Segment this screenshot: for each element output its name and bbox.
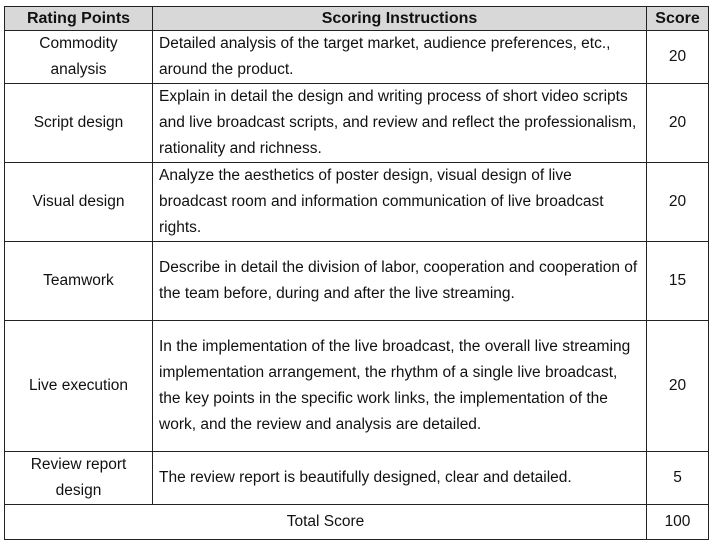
total-score-value: 100 xyxy=(647,505,709,540)
table-row xyxy=(5,84,709,163)
table-row xyxy=(5,242,709,321)
score-cell: 20 xyxy=(647,31,709,84)
table-row xyxy=(5,452,709,505)
scoring-instruction-cell: Detailed analysis of the target market, audience preferences, etc., around the product. xyxy=(153,31,647,84)
score-cell: 15 xyxy=(647,242,709,321)
header-rating-points: Rating Points xyxy=(5,7,153,31)
rating-point-cell: Teamwork xyxy=(5,242,153,321)
total-row xyxy=(5,505,709,540)
table-row xyxy=(5,31,709,84)
scoring-instruction-cell: The review report is beautifully designed, clear and detailed. xyxy=(153,452,647,505)
score-cell: 20 xyxy=(647,321,709,452)
total-score-label: Total Score xyxy=(5,505,647,540)
table-header-row xyxy=(5,7,709,31)
header-score: Score xyxy=(647,7,709,31)
rating-point-cell: Script design xyxy=(5,84,153,163)
rating-point-cell: Visual design xyxy=(5,163,153,242)
score-cell: 20 xyxy=(647,163,709,242)
rating-point-cell: Commodity analysis xyxy=(5,31,153,84)
scoring-instruction-cell: Analyze the aesthetics of poster design, visual design of live broadcast room and information communication of live broadcast rights. xyxy=(153,163,647,242)
header-scoring-instructions: Scoring Instructions xyxy=(153,7,647,31)
scoring-instruction-cell: Explain in detail the design and writing process of short video scripts and live broadcast scripts, and review and reflect the professionalism, rationality and richness. xyxy=(153,84,647,163)
rating-point-cell: Review report design xyxy=(5,452,153,505)
rating-point-cell: Live execution xyxy=(5,321,153,452)
score-cell: 5 xyxy=(647,452,709,505)
table-row xyxy=(5,163,709,242)
table-row xyxy=(5,321,709,452)
score-cell: 20 xyxy=(647,84,709,163)
scoring-instruction-cell: Describe in detail the division of labor, cooperation and cooperation of the team before, during and after the live streaming. xyxy=(153,242,647,321)
scoring-instruction-cell: In the implementation of the live broadcast, the overall live streaming implementation arrangement, the rhythm of a single live broadcast, the key points in the specific work links, the implementation of the work, and the review and analysis are detailed. xyxy=(153,321,647,452)
scoring-rubric-table xyxy=(4,6,709,540)
